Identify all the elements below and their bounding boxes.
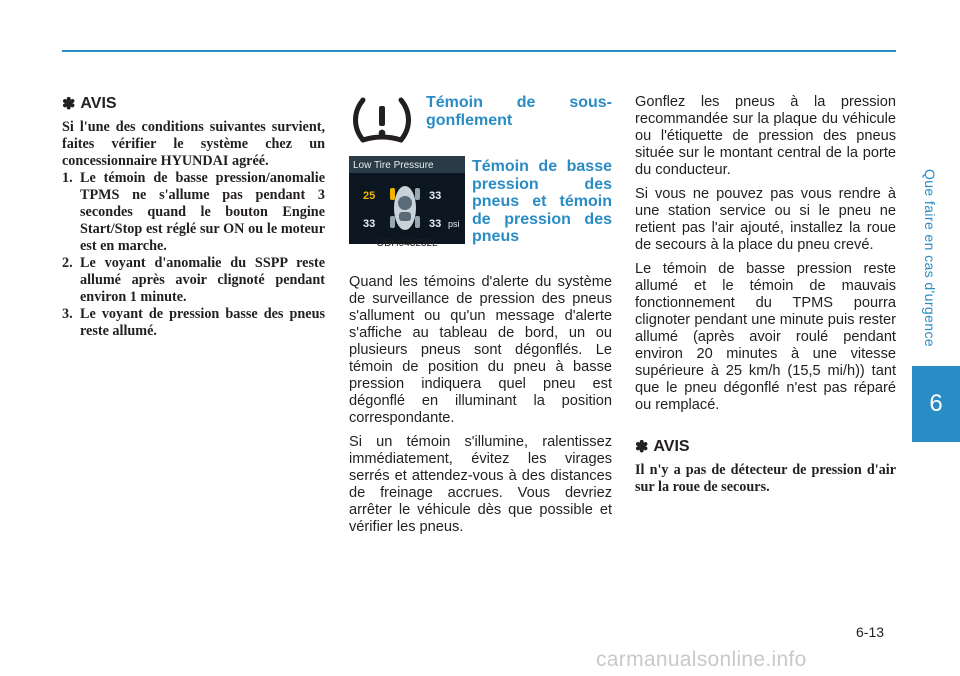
avis-box-1	[62, 94, 325, 340]
front-left-pressure: 25	[363, 190, 376, 202]
asterisk-icon: ✽	[635, 439, 649, 456]
avis-heading	[62, 94, 325, 114]
chapter-side-title: Que faire en cas d'urgence	[922, 168, 939, 348]
list-item: 3. Le voyant de pression basse des pneus reste allumé.	[62, 306, 325, 339]
avis-list	[62, 170, 325, 340]
avis-heading	[635, 437, 896, 457]
paragraph: Gonflez les pneus à la pression recommandée sur la plaque du véhicule ou l'étiquette de pression des pneus située sur le montant central de la porte du conducteur.	[635, 94, 896, 178]
paragraph: Si un témoin s'illumine, ralentissez immédiatement, évitez les virages serrés et attendez-vous à des distances de freinage accrues. Vous devriez arrêter le véhicule dès que possible et vérifier les pneus.	[349, 434, 612, 535]
rear-right-pressure: 33	[429, 218, 442, 230]
rear-left-pressure: 33	[363, 218, 376, 230]
page-number: 6-13	[856, 624, 885, 640]
paragraph: Le témoin de basse pression reste allumé et le témoin de mauvais fonctionnement du TPMS pourra clignoter pendant une minute puis rester allumé (après avoir roulé pendant environ 20 minutes à une vitesse supérieure à 25 km/h (15,5 mi/h)) tant que le pneu dégonflé n'est pas réparé ou remplacé.	[635, 261, 896, 413]
front-right-tire-icon	[415, 188, 420, 200]
chapter-tab[interactable]	[912, 366, 960, 442]
header-rule	[62, 50, 896, 52]
rear-right-tire-icon	[415, 216, 420, 228]
panel-title: Low Tire Pressure	[353, 160, 434, 171]
list-item: 2. Le voyant d'anomalie du SSPP reste allumé après avoir clignoté pendant environ 1 minute.	[62, 255, 325, 305]
asterisk-icon: ✽	[62, 96, 76, 113]
paragraph: Quand les témoins d'alerte du système de surveillance de pression des pneus s'allument ou qu'un message d'alerte s'affiche au tableau de bord, un ou plusieurs pneus sont dégonflés. Le témoin de position du pneu à basse pression indiquera quel pneu est dégonflé en illuminant la position correspondante.	[349, 274, 612, 426]
avis-title: AVIS	[653, 438, 690, 455]
tpms-body	[349, 274, 612, 543]
avis-intro: Si l'une des conditions suivantes survient, faites vérifier le système chez un concessionnaire HYUNDAI agréé.	[62, 119, 325, 169]
chapter-number: 6	[929, 390, 943, 417]
tpms-continued	[635, 94, 896, 496]
list-item: 1. Le témoin de basse pression/anomalie TPMS ne s'allume pas pendant 3 secondes quand le bouton Engine Start/Stop est réglé sur ON ou le moteur est en marche.	[62, 170, 325, 254]
front-right-pressure: 33	[429, 190, 442, 202]
paragraph: Si vous ne pouvez pas vous rendre à une station service ou si le pneu ne retient pas l'air ajouté, installez la roue de secours à la place du pneu crevé.	[635, 186, 896, 253]
heading-low-pressure-warning: Témoin de basse pression des pneus et témoin de pression des pneus	[472, 158, 612, 245]
heading-underinflation: Témoin de sous-gonflement	[426, 94, 612, 129]
figure-caption: ODH043232L	[376, 238, 438, 249]
rear-left-tire-icon	[390, 216, 395, 228]
low-tire-pressure-display	[349, 156, 465, 244]
avis-title: AVIS	[80, 95, 117, 112]
watermark: carmanualsonline.info	[596, 648, 807, 671]
avis-text: Il n'y a pas de détecteur de pression d'air sur la roue de secours.	[635, 462, 896, 495]
pressure-unit: psi	[448, 219, 460, 229]
tire-pressure-warning-icon	[349, 94, 415, 146]
front-left-tire-icon	[390, 188, 395, 200]
